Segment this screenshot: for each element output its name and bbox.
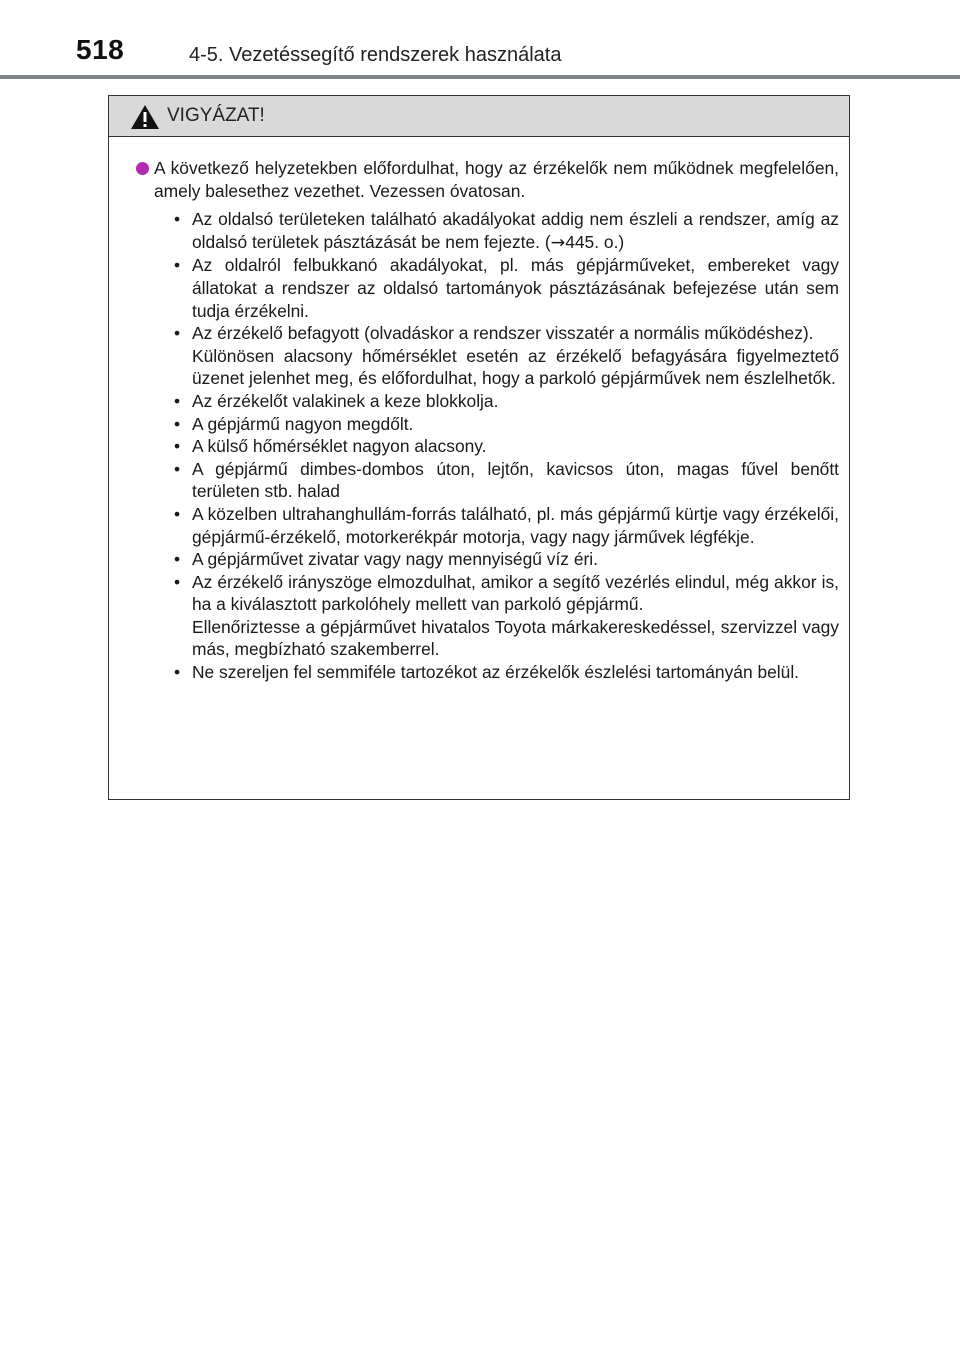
page-header [0,0,960,82]
caution-header [109,96,849,137]
page-number: 518 [76,34,125,65]
list-item: • Az érzékelő befagyott (olvadáskor a rendszer visszatér a normális működéshez). Különösen alacsony hőmérséklet esetén az érzékelő befagyására figyelmeztető üzenet jelenhet meg, és előfordulhat, hogy a parkoló gépjárművek nem észlelhetők. [172,322,839,390]
warning-triangle-icon [130,104,160,130]
section-title: 4-5. Vezetéssegítő rendszerek használata [189,44,562,66]
caution-intro: A következő helyzetekben előfordulhat, hogy az érzékelők nem működnek megfelelően, amely balesethez vezethet. Vezessen óvatosan. [154,158,839,201]
list-item: • Az oldalsó területeken található akadályokat addig nem észleli a rendszer, amíg az oldalsó területek pásztázását be nem fejezte. (→445. o.) [172,208,839,254]
arrow-icon: → [550,232,566,253]
header-divider [0,75,960,79]
caution-main-item [136,157,839,684]
list-item: • Ne szereljen fel semmiféle tartozékot az érzékelők észlelési tartományán belül. [172,661,839,684]
list-item: • Az oldalról felbukkanó akadályokat, pl. más gépjárműveket, embereket vagy állatokat a rendszer az oldalsó tartományok pásztázásának befejezése után sem tudja érzékelni. [172,254,839,322]
main-bullet-icon [136,162,149,175]
list-item: • Az érzékelő irányszöge elmozdulhat, amikor a segítő vezérlés elindul, még akkor is, ha a kiválasztott parkolóhely mellett van parkoló gépjármű. Ellenőriztesse a gépjárművet hivatalos Toyota márkakereskedéssel, szervizzel vagy más, megbízható szakemberrel. [172,571,839,661]
list-item: • A gépjármű dimbes-dombos úton, lejtőn, kavicsos úton, magas fűvel benőtt területen stb. halad [172,458,839,503]
caution-box [108,95,850,800]
list-item: • A gépjármű nagyon megdőlt. [172,413,839,436]
condition-list [172,208,839,683]
list-item: • A külső hőmérséklet nagyon alacsony. [172,435,839,458]
list-item: • A közelben ultrahanghullám-forrás található, pl. más gépjármű kürtje vagy érzékelői, gépjármű-érzékelő, motorkerékpár motorja, vagy nagy járművek légfékje. [172,503,839,548]
list-item: • Az érzékelőt valakinek a keze blokkolja. [172,390,839,413]
caution-title: VIGYÁZAT! [167,105,265,126]
list-item: • A gépjárművet zivatar vagy nagy mennyiségű víz éri. [172,548,839,571]
caution-body [109,137,849,684]
